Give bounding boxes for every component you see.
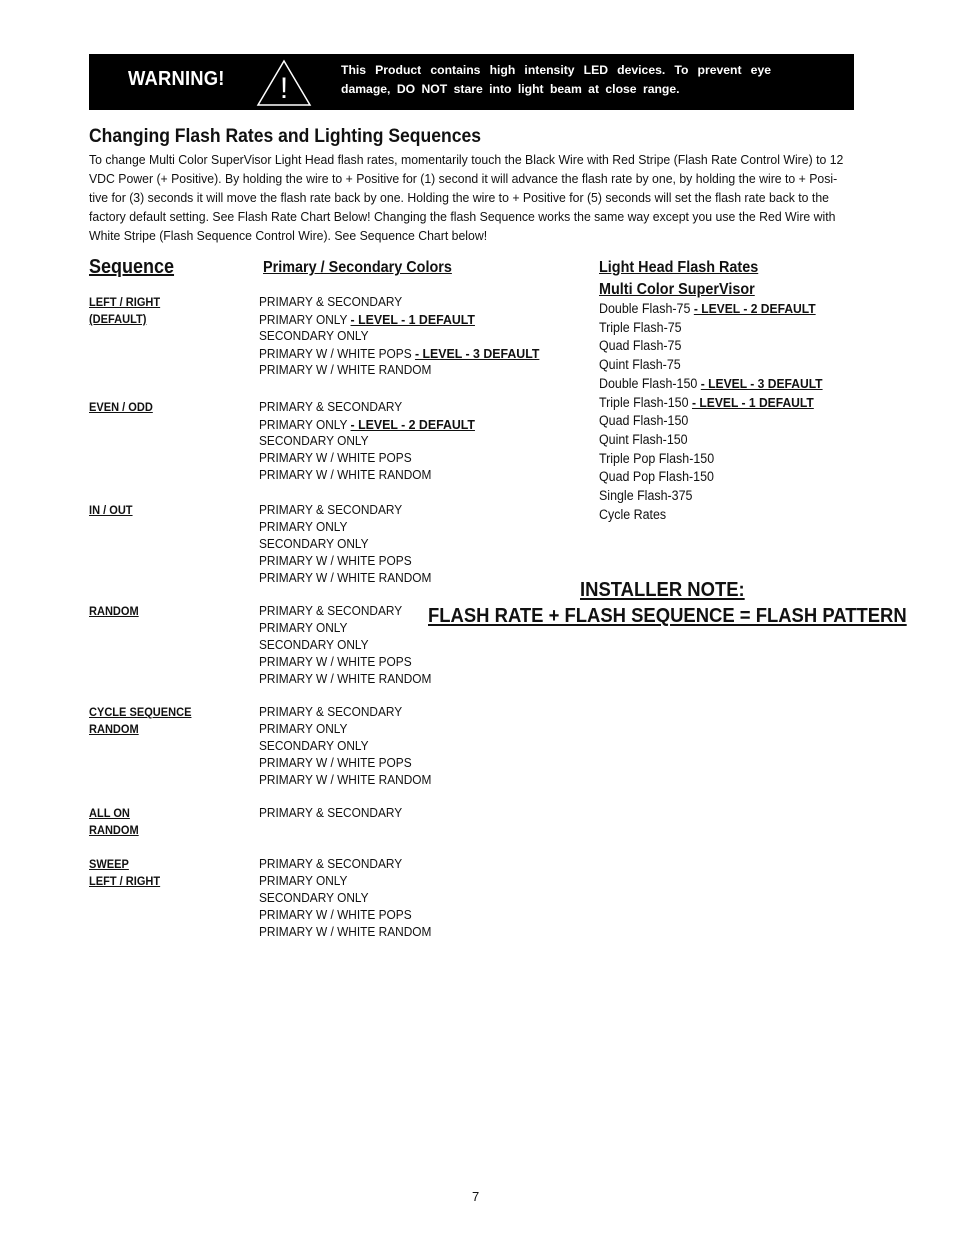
flash-rate-item (599, 374, 823, 393)
color-option (259, 570, 431, 587)
color-option (259, 399, 402, 416)
exclamation-glyph: ! (279, 72, 289, 105)
color-option (259, 805, 402, 822)
flash-rate-label: Quad Flash-150 (599, 413, 689, 429)
color-option-label: PRIMARY W / WHITE POPS (259, 450, 412, 465)
color-option-label: PRIMARY W / WHITE RANDOM (259, 467, 432, 482)
flash-rate-label: Single Flash-375 (599, 488, 693, 503)
color-option (259, 294, 402, 311)
intro-line: tive for (3) seconds it will move the flash rate back by one. Holding the wire to + Positive for (5) seconds will set the flash rate back to the (89, 190, 829, 205)
color-option-label: PRIMARY ONLY (259, 417, 351, 432)
color-option-label: PRIMARY & SECONDARY (259, 503, 403, 517)
color-option-label: PRIMARY ONLY (259, 620, 348, 635)
flash-rates-heading-line-2: Multi Color SuperVisor (599, 281, 755, 298)
color-option-label: SECONDARY ONLY (259, 738, 369, 753)
intro-line: White Stripe (Flash Sequence Control Wire). See Sequence Chart below! (89, 228, 488, 243)
sequence-name: ALL ON (89, 806, 130, 820)
flash-rate-label: Double Flash-75 (599, 301, 694, 316)
warning-title: WARNING! (128, 68, 225, 90)
color-option (259, 450, 412, 467)
color-option (259, 738, 369, 755)
flash-rate-label: Double Flash-150 (599, 375, 701, 391)
color-option-label: PRIMARY W / WHITE POPS (259, 553, 412, 568)
default-level-label: - LEVEL - 2 DEFAULT (350, 416, 475, 432)
warning-message (341, 61, 771, 99)
color-option-label: PRIMARY W / WHITE POPS (259, 346, 415, 361)
flash-rate-item (599, 505, 666, 524)
flash-rate-label: Triple Pop Flash-150 (599, 450, 715, 466)
color-option (259, 924, 431, 941)
color-option-label: PRIMARY & SECONDARY (259, 857, 403, 871)
flash-rate-item (599, 486, 692, 505)
flash-rate-item (599, 299, 816, 318)
intro-line: factory default setting. See Flash Rate Chart Below! Changing the flash Sequence works the same way except you use the Red Wire with (89, 209, 836, 224)
sequence-name: RANDOM (89, 823, 139, 837)
sequence-name: LEFT / RIGHT (89, 874, 161, 888)
color-option (259, 637, 369, 654)
flash-rate-label: Triple Flash-75 (599, 319, 682, 335)
color-option-label: PRIMARY W / WHITE POPS (259, 907, 412, 922)
color-option-label: PRIMARY & SECONDARY (259, 604, 403, 618)
color-option-label: PRIMARY W / WHITE RANDOM (259, 570, 432, 585)
color-option-label: PRIMARY ONLY (259, 519, 348, 534)
installer-note-formula: FLASH RATE + FLASH SEQUENCE = FLASH PATTERN (428, 604, 907, 627)
warning-line-1: This Product contains high intensity LED devices. To prevent eye (341, 63, 771, 77)
color-option-label: PRIMARY & SECONDARY (259, 806, 403, 820)
color-option (259, 519, 347, 536)
warning-banner (89, 54, 854, 110)
warning-line-2: damage, DO NOT stare into light beam at close range. (341, 82, 680, 96)
flash-rates-heading-line-1: Light Head Flash Rates (599, 259, 759, 276)
sequence-heading: Sequence (89, 256, 175, 278)
intro-paragraph (89, 150, 844, 245)
color-option-label: SECONDARY ONLY (259, 328, 369, 343)
color-option-label: SECONDARY ONLY (259, 433, 369, 448)
color-option-label: PRIMARY & SECONDARY (259, 295, 403, 309)
color-option (259, 536, 369, 553)
color-option (259, 721, 347, 738)
color-option (259, 856, 402, 873)
flash-rate-item (599, 318, 682, 337)
intro-line: VDC Power (+ Positive). By holding the wire to + Positive for (1) second it will advance the flash rate by one, by holding the wire to + Posi- (89, 171, 838, 186)
flash-rate-label: Quint Flash-150 (599, 431, 688, 447)
color-option (259, 433, 369, 450)
color-option (259, 502, 402, 519)
color-option-label: PRIMARY W / WHITE RANDOM (259, 772, 432, 787)
flash-rate-item (599, 449, 714, 468)
flash-rate-label: Cycle Rates (599, 506, 667, 522)
flash-rates-heading (599, 257, 758, 301)
color-option (259, 890, 369, 907)
flash-rate-label: Quint Flash-75 (599, 357, 681, 373)
sequence-name: RANDOM (89, 604, 139, 618)
color-option-label: PRIMARY & SECONDARY (259, 400, 403, 414)
color-option (259, 553, 412, 570)
page-number: 7 (472, 1189, 480, 1204)
sequence-name: EVEN / ODD (89, 400, 153, 414)
installer-note-title: INSTALLER NOTE: (580, 578, 745, 601)
default-level-label: - LEVEL - 1 DEFAULT (691, 394, 814, 410)
intro-line: To change Multi Color SuperVisor Light Head flash rates, momentarily touch the Black Wire with Red Stripe (Flash Rate Control Wire) to 12 (89, 152, 844, 167)
sequence-name: RANDOM (89, 722, 139, 736)
default-level-label: - LEVEL - 2 DEFAULT (693, 301, 816, 316)
flash-rate-label: Quad Pop Flash-150 (599, 469, 714, 485)
color-option-label: PRIMARY W / WHITE RANDOM (259, 924, 432, 939)
color-option (259, 362, 431, 379)
flash-rate-item (599, 430, 688, 449)
color-option (259, 416, 475, 434)
color-option-label: PRIMARY W / WHITE RANDOM (259, 362, 432, 377)
color-option-label: PRIMARY W / WHITE POPS (259, 755, 412, 770)
default-level-label: - LEVEL - 3 DEFAULT (700, 375, 823, 391)
color-option-label: PRIMARY ONLY (259, 721, 348, 736)
color-option-label: SECONDARY ONLY (259, 637, 369, 652)
default-level-label: - LEVEL - 3 DEFAULT (414, 345, 540, 361)
flash-rate-item (599, 355, 681, 374)
sequence-name: SWEEP (89, 857, 129, 871)
color-option (259, 755, 412, 772)
color-option (259, 654, 412, 671)
color-option-label: PRIMARY W / WHITE POPS (259, 654, 412, 669)
sequence-name: IN / OUT (89, 503, 133, 517)
sequence-name: LEFT / RIGHT (89, 295, 161, 309)
color-option-label: PRIMARY ONLY (259, 873, 348, 888)
color-option (259, 704, 402, 721)
exclamation-triangle-icon (255, 58, 313, 108)
flash-rate-label: Quad Flash-75 (599, 338, 682, 354)
color-option-label: PRIMARY W / WHITE RANDOM (259, 671, 432, 686)
colors-heading: Primary / Secondary Colors (263, 259, 452, 276)
flash-rate-item (599, 393, 814, 412)
default-level-label: - LEVEL - 1 DEFAULT (350, 311, 475, 327)
flash-rate-item (599, 336, 681, 355)
color-option (259, 907, 412, 924)
color-option (259, 772, 431, 789)
color-option (259, 345, 539, 363)
flash-rate-item (599, 467, 714, 486)
flash-rate-label: Triple Flash-150 (599, 394, 692, 410)
color-option (259, 671, 431, 688)
color-option (259, 311, 475, 329)
color-option (259, 603, 402, 620)
color-option-label: SECONDARY ONLY (259, 536, 369, 551)
color-option (259, 328, 369, 345)
color-option-label: SECONDARY ONLY (259, 890, 369, 905)
sequence-name: (DEFAULT) (89, 312, 147, 326)
color-option-label: PRIMARY & SECONDARY (259, 705, 403, 719)
color-option (259, 620, 347, 637)
section-heading: Changing Flash Rates and Lighting Sequences (89, 125, 482, 147)
sequence-name: CYCLE SEQUENCE (89, 705, 192, 719)
color-option (259, 467, 431, 484)
color-option-label: PRIMARY ONLY (259, 312, 351, 327)
color-option (259, 873, 347, 890)
flash-rate-item (599, 411, 688, 430)
